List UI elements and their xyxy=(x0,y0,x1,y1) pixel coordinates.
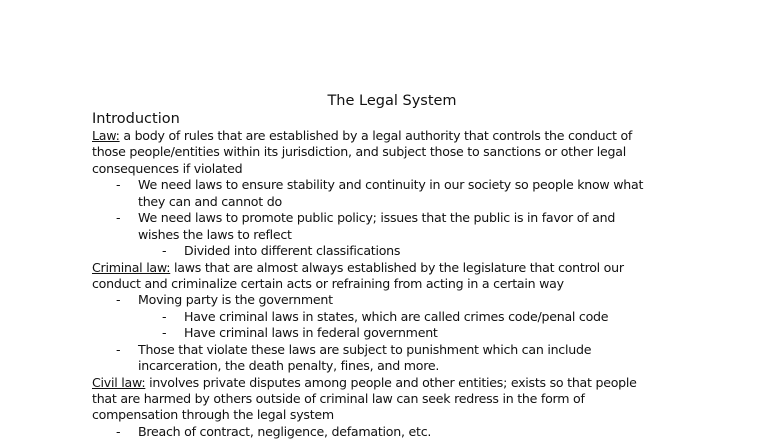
bullet-dash-icon: - xyxy=(116,210,121,226)
line-text: compensation through the legal system xyxy=(92,407,334,423)
bullet-dash-icon: - xyxy=(162,325,167,341)
bullet-dash-icon: - xyxy=(116,423,121,439)
bullet-dash-icon: - xyxy=(116,341,121,357)
bullet-item xyxy=(92,292,712,308)
line-text: Have criminal laws in federal government xyxy=(184,325,438,341)
line-text: We need laws to promote public policy; issues that the public is in favor of and xyxy=(138,210,616,226)
section-heading: Introduction xyxy=(92,111,180,127)
continuation-line xyxy=(92,276,712,292)
bullet-item xyxy=(92,325,712,341)
line-text: We need laws to ensure stability and continuity in our society so people know what xyxy=(138,177,644,193)
bullet-dash-icon: - xyxy=(116,177,121,193)
definition-text: laws that are almost always established by the legislature that control our xyxy=(170,259,624,275)
defined-term: Civil law: xyxy=(92,374,146,390)
line-text: wishes the laws to reflect xyxy=(138,226,292,242)
line-text: Breach of contract, negligence, defamation, etc. xyxy=(138,423,432,439)
definition-line xyxy=(92,375,712,391)
bullet-continuation xyxy=(92,358,712,374)
defined-term: Criminal law: xyxy=(92,259,171,275)
line-text: consequences if violated xyxy=(92,160,243,176)
bullet-item xyxy=(92,243,712,259)
definition-line xyxy=(92,128,712,144)
bullet-continuation xyxy=(92,194,712,210)
continuation-line xyxy=(92,161,712,177)
line-text: conduct and criminalize certain acts or refraining from acting in a certain way xyxy=(92,275,564,291)
definition-text: a body of rules that are established by a legal authority that controls the conduct of xyxy=(119,128,633,143)
bullet-item xyxy=(92,177,712,193)
line-text: those people/entities within its jurisdiction, and subject those to sanctions or other legal xyxy=(92,144,626,160)
continuation-line xyxy=(92,407,712,423)
bullet-dash-icon: - xyxy=(116,292,121,308)
bullet-dash-icon: - xyxy=(162,243,167,259)
continuation-line xyxy=(92,391,712,407)
line-text: Divided into different classifications xyxy=(184,243,401,259)
bullet-item xyxy=(92,309,712,325)
line-text: that are harmed by others outside of criminal law can seek redress in the form of xyxy=(92,391,585,406)
bullet-continuation xyxy=(92,227,712,243)
definition-text: involves private disputes among people and other entities; exists so that people xyxy=(145,374,637,390)
bullet-dash-icon: - xyxy=(162,308,167,324)
bullet-item xyxy=(92,342,712,358)
continuation-line xyxy=(92,144,712,160)
line-text: Moving party is the government xyxy=(138,292,333,308)
document-body xyxy=(92,128,712,440)
line-text: they can and cannot do xyxy=(138,193,282,209)
line-text: Those that violate these laws are subject to punishment which can include xyxy=(138,341,592,357)
document-title: The Legal System xyxy=(327,93,457,109)
bullet-item xyxy=(92,424,712,440)
line-text: incarceration, the death penalty, fines, and more. xyxy=(138,358,440,374)
defined-term: Law: xyxy=(92,128,120,143)
definition-line xyxy=(92,260,712,276)
line-text: Have criminal laws in states, which are called crimes code/penal code xyxy=(184,308,609,324)
bullet-item xyxy=(92,210,712,226)
